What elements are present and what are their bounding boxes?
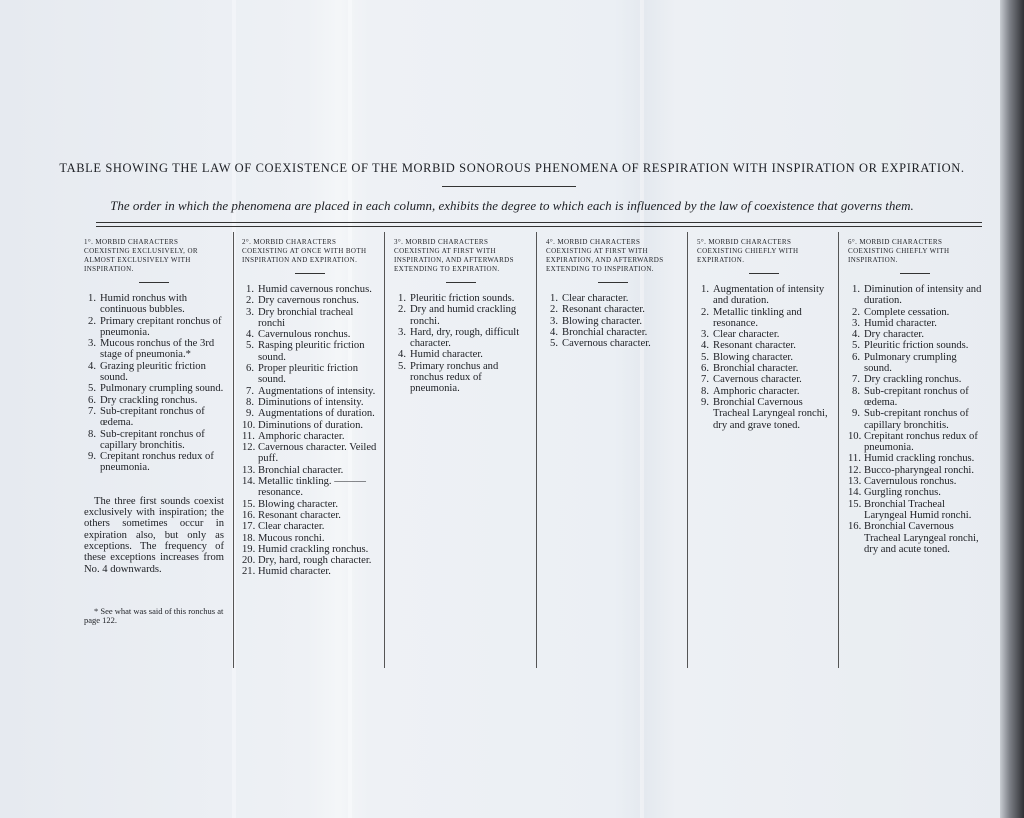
column-6: [848, 238, 982, 555]
list-item: 4. Humid character.: [398, 349, 483, 361]
list-item: 13. Cavernulous ronchus.: [848, 476, 957, 488]
column-list: [84, 293, 224, 474]
list-item: 15. Blowing character.: [242, 498, 339, 510]
top-rule-double: [96, 226, 982, 227]
list-item: 9. Bronchial Cavernous Tracheal Laryngeal ronchi, dry and grave toned.: [701, 396, 828, 431]
list-item: 3. Clear character.: [701, 329, 780, 341]
heading-rule: [295, 273, 325, 274]
list-item: 4. Resonant character.: [701, 340, 796, 352]
column-divider: [838, 232, 839, 668]
list-item: 5. Primary ronchus and ronchus redux of pneumonia.: [398, 360, 499, 395]
heading-rule: [446, 282, 476, 283]
column-heading: 2°. MORBID CHARACTERS COEXISTING AT ONCE WITH BOTH INSPIRATION AND EXPIRATION.: [242, 238, 367, 264]
column-divider: [536, 232, 537, 668]
list-item: 3. Mucous ronchus of the 3rd stage of pneumonia.*: [88, 338, 215, 361]
book-edge: [1000, 0, 1024, 818]
list-item: 8. Sub-crepitant ronchus of capillary bronchitis.: [88, 428, 205, 451]
list-item: 11. Amphoric character.: [242, 430, 345, 442]
column-heading: 3°. MORBID CHARACTERS COEXISTING AT FIRST WITH INSPIRATION, AND AFTERWARDS EXTENDING TO EXPIRATION.: [394, 238, 514, 273]
list-item: 5. Pleuritic friction sounds.: [852, 340, 969, 352]
list-item: 18. Mucous ronchi.: [242, 532, 325, 544]
list-item: 3. Blowing character.: [550, 315, 643, 327]
list-item: 19. Humid crackling ronchus.: [242, 543, 369, 555]
column-divider: [384, 232, 385, 668]
list-item: 8. Sub-crepitant ronchus of œdema.: [852, 385, 969, 408]
list-item: 2. Complete cessation.: [852, 306, 950, 318]
table-subtitle: The order in which the phenomena are placed in each column, exhibits the degree to which each is influenced by the law of coexistence that governs them.: [110, 198, 914, 213]
list-item: 4. Cavernulous ronchus.: [246, 329, 351, 341]
list-item: 2. Primary crepitant ronchus of pneumonia.: [88, 315, 222, 338]
column-heading: 5°. MORBID CHARACTERS COEXISTING CHIEFLY WITH EXPIRATION.: [697, 238, 799, 264]
list-item: 20. Dry, hard, rough character.: [242, 555, 372, 567]
column-list: [848, 284, 982, 555]
list-item: 3. Humid character.: [852, 317, 937, 329]
column-4: [546, 238, 680, 349]
list-item: 1. Pleuritic friction sounds.: [398, 293, 515, 304]
list-item: 7. Augmentations of intensity.: [246, 385, 376, 397]
top-rule: [96, 222, 982, 223]
column-1: [84, 238, 224, 626]
footnote: * See what was said of this ronchus at page 122.: [84, 605, 224, 626]
list-item: 3. Hard, dry, rough, difficult character.: [398, 326, 520, 350]
list-item: 2. Dry cavernous ronchus.: [246, 295, 359, 307]
list-item: 21. Humid character.: [242, 566, 331, 578]
heading-rule: [598, 282, 628, 283]
list-item: 6. Bronchial character.: [701, 363, 799, 375]
column-heading: 6°. MORBID CHARACTERS COEXISTING CHIEFLY WITH INSPIRATION.: [848, 238, 950, 264]
column-divider: [233, 232, 234, 668]
title-rule: [442, 186, 576, 187]
list-item: 8. Amphoric character.: [701, 385, 800, 397]
list-item: 5. Rasping pleuritic friction sound.: [246, 340, 365, 363]
list-item: 15. Bronchial Tracheal Laryngeal Humid ronchi.: [848, 498, 972, 521]
list-item: 4. Bronchial character.: [550, 326, 648, 338]
column-3: [394, 238, 528, 395]
column-heading: 1°. MORBID CHARACTERS COEXISTING EXCLUSIVELY, OR ALMOST EXCLUSIVELY WITH INSPIRATION.: [84, 238, 198, 273]
list-item: 2. Metallic tinkling and resonance.: [701, 306, 802, 329]
list-item: 1. Humid cavernous ronchus.: [246, 284, 372, 295]
list-item: 11. Humid crackling ronchus.: [848, 453, 975, 465]
page-fold: [640, 0, 644, 818]
list-item: 2. Resonant character.: [550, 304, 645, 316]
column-divider: [687, 232, 688, 668]
list-item: 13. Bronchial character.: [242, 464, 344, 476]
list-item: 6. Proper pleuritic friction sound.: [246, 363, 359, 386]
list-item: 12. Cavernous character. Veiled puff.: [242, 442, 377, 465]
list-item: 9. Crepitant ronchus redux of pneumonia.: [88, 451, 214, 474]
column-list: [546, 293, 680, 349]
list-item: 1. Clear character.: [550, 293, 629, 304]
list-item: 5. Blowing character.: [701, 351, 794, 363]
list-item: 14. Gurgling ronchus.: [848, 487, 941, 499]
list-item: 17. Clear character.: [242, 521, 325, 533]
column-list: [394, 293, 528, 395]
heading-rule: [749, 273, 779, 274]
column-5: [697, 238, 831, 431]
list-item: 7. Sub-crepitant ronchus of œdema.: [88, 405, 205, 429]
list-item: 16. Bronchial Cavernous Tracheal Laryngeal ronchi, dry and acute toned.: [848, 521, 979, 555]
list-item: 7. Cavernous character.: [701, 374, 802, 386]
list-item: 12. Bucco-pharyngeal ronchi.: [848, 464, 975, 476]
list-item: 6. Dry crackling ronchus.: [88, 394, 198, 406]
list-item: 1. Diminution of intensity and duration.: [852, 284, 982, 307]
list-item: 1. Augmentation of intensity and duration.: [701, 284, 825, 307]
table-title: TABLE SHOWING THE LAW OF COEXISTENCE OF THE MORBID SONOROUS PHENOMENA OF RESPIRATION WITH INSPIRATION OR EXPIRATION.: [59, 161, 965, 175]
list-item: 7. Dry crackling ronchus.: [852, 374, 962, 386]
list-item: 2. Dry and humid crackling ronchi.: [398, 304, 517, 327]
list-item: 10. Crepitant ronchus redux of pneumonia.: [848, 430, 978, 454]
list-item: 10. Diminutions of duration.: [242, 419, 364, 431]
list-item: 3. Dry bronchial tracheal ronchi: [246, 306, 354, 329]
heading-rule: [900, 273, 930, 274]
column-list: [242, 284, 378, 578]
column-heading: 4°. MORBID CHARACTERS COEXISTING AT FIRST WITH EXPIRATION, AND AFTERWARDS EXTENDING TO INSPIRATION.: [546, 238, 664, 273]
list-item: 5. Cavernous character.: [550, 338, 651, 350]
list-item: 8. Diminutions of intensity.: [246, 396, 364, 408]
list-item: 5. Pulmonary crumpling sound.: [88, 383, 224, 395]
column-note: The three first sounds coexist exclusively with inspiration; the others sometimes occur in expiration also, but only as exceptions. The frequency of these exceptions increases from No. 4 downwards.: [84, 495, 224, 575]
heading-rule: [139, 282, 169, 283]
list-item: 16. Resonant character.: [242, 509, 341, 521]
list-item: 4. Grazing pleuritic friction sound.: [88, 360, 206, 384]
list-item: 9. Augmentations of duration.: [246, 408, 375, 420]
list-item: 6. Pulmonary crumpling sound.: [852, 351, 957, 375]
list-item: 4. Dry character.: [852, 329, 924, 341]
list-item: 14. Metallic tinkling. ——— resonance.: [242, 476, 366, 499]
list-item: 1. Humid ronchus with continuous bubbles.: [88, 293, 188, 316]
list-item: 9. Sub-crepitant ronchus of capillary bronchitis.: [852, 408, 969, 431]
column-2: [242, 238, 378, 578]
column-list: [697, 284, 831, 431]
